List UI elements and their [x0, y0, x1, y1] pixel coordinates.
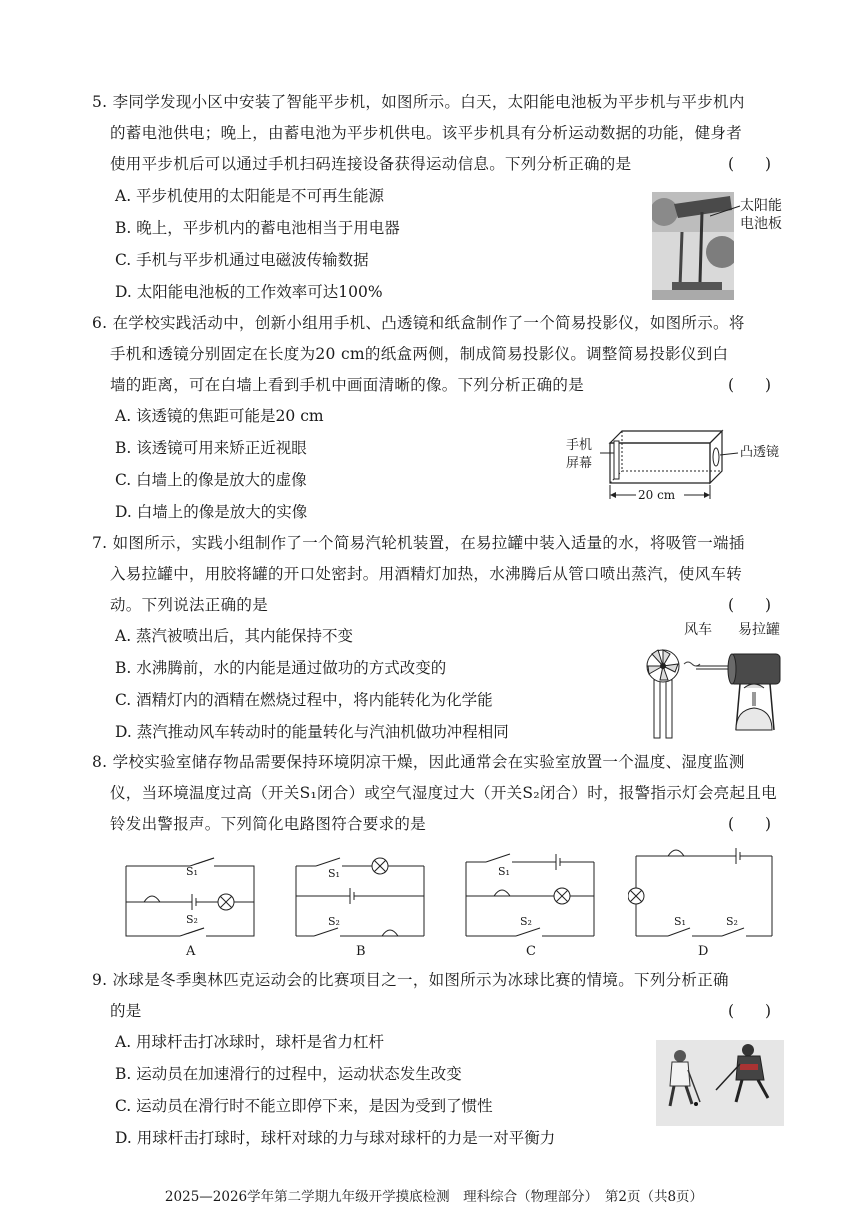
- page-footer: 2025—2026学年第二学期九年级开学摸底检测 理科综合（物理部分） 第2页（共8页）: [164, 1189, 704, 1205]
- q6-answer-paren: ( ): [728, 376, 772, 394]
- q7-answer-paren: ( ): [728, 596, 772, 614]
- q6-option-a: A. 该透镜的焦距可能是20 cm: [115, 407, 324, 425]
- q7-label-windmill: 风车: [684, 622, 712, 638]
- q5-answer-paren: ( ): [728, 155, 772, 173]
- q8-label-c: C: [526, 944, 536, 959]
- q6-line-2: 手机和透镜分别固定在长度为20 cm的纸盒两侧，制成简易投影仪。调整简易投影仪到白: [110, 345, 729, 363]
- q8-line-3: 铃发出警报声。下列简化电路图符合要求的是: [110, 815, 427, 833]
- q6-label-lens: 凸透镜: [740, 445, 780, 460]
- q9-option-a: A. 用球杆击打冰球时，球杆是省力杠杆: [115, 1033, 385, 1051]
- q7-option-a: A. 蒸汽被喷出后，其内能保持不变: [115, 627, 354, 645]
- q6-line-3: 墙的距离，可在白墙上看到手机中画面清晰的像。下列分析正确的是: [110, 376, 585, 394]
- q8-label-d: D: [698, 944, 709, 959]
- q5-line-1: 5. 李同学发现小区中安装了智能平步机，如图所示。白天，太阳能电池板为平步机与平步机内: [92, 93, 745, 111]
- q8-circuit-c: [460, 846, 600, 956]
- q5-label-leader-line: [710, 204, 742, 218]
- q6-option-c: C. 白墙上的像是放大的虚像: [115, 471, 307, 489]
- q7-label-can: 易拉罐: [738, 622, 780, 638]
- q5-label-solar-2: 电池板: [740, 216, 782, 232]
- q9-option-b: B. 运动员在加速滑行的过程中，运动状态发生改变: [115, 1065, 462, 1083]
- q5-option-d: D. 太阳能电池板的工作效率可达100%: [115, 283, 383, 301]
- q9-line-1: 9. 冰球是冬季奥林匹克运动会的比赛项目之一，如图所示为冰球比赛的情境。下列分析正确: [92, 971, 729, 989]
- q5-label-solar-1: 太阳能: [740, 198, 782, 214]
- q9-ice-hockey-photo: [656, 1040, 784, 1126]
- q8-label-a: A: [186, 944, 196, 959]
- q8-line-2: 仪，当环境温度过高（开关S₁闭合）或空气湿度过大（开关S₂闭合）时，报警指示灯会亮起且电: [110, 784, 777, 802]
- q9-option-d: D. 用球杆击打球时，球杆对球的力与球对球杆的力是一对平衡力: [115, 1129, 556, 1147]
- q8-c-s1: S₁: [498, 865, 510, 878]
- q8-circuit-d: [628, 840, 778, 956]
- q6-label-phone-2: 屏幕: [566, 456, 593, 471]
- q7-line-1: 7. 如图所示，实践小组制作了一个简易汽轮机装置，在易拉罐中装入适量的水，将吸管一端插: [92, 534, 745, 552]
- q8-label-b: B: [356, 944, 366, 959]
- q8-d-s2: S₂: [726, 915, 738, 928]
- q5-line-2: 的蓄电池供电；晚上，由蓄电池为平步机供电。该平步机具有分析运动数据的功能，健身者: [110, 124, 743, 142]
- q7-line-2: 入易拉罐中，用胶将罐的开口处密封。用酒精灯加热，水沸腾后从管口喷出蒸汽，使风车转: [110, 565, 743, 583]
- q6-line-1: 6. 在学校实践活动中，创新小组用手机、凸透镜和纸盒制作了一个简易投影仪，如图所示。将: [92, 314, 745, 332]
- q9-option-c: C. 运动员在滑行时不能立即停下来，是因为受到了惯性: [115, 1097, 493, 1115]
- q8-circuit-b: [290, 846, 430, 956]
- q9-answer-paren: ( ): [728, 1002, 772, 1020]
- q8-c-s2: S₂: [520, 915, 532, 928]
- q5-option-c: C. 手机与平步机通过电磁波传输数据: [115, 251, 369, 269]
- q5-option-b: B. 晚上，平步机内的蓄电池相当于用电器: [115, 219, 400, 237]
- q8-a-s1: S₁: [186, 865, 198, 878]
- q8-answer-paren: ( ): [728, 815, 772, 833]
- q8-d-s1: S₁: [674, 915, 686, 928]
- q7-option-d: D. 蒸汽推动风车转动时的能量转化与汽油机做功冲程相同: [115, 723, 509, 741]
- q8-b-s2: S₂: [328, 915, 340, 928]
- q7-line-3: 动。下列说法正确的是: [110, 596, 269, 614]
- q6-option-d: D. 白墙上的像是放大的实像: [115, 503, 308, 521]
- q7-turbine-diagram: [640, 630, 790, 740]
- q9-line-2: 的是: [110, 1002, 142, 1020]
- q6-option-b: B. 该透镜可用来矫正近视眼: [115, 439, 307, 457]
- q6-label-length: 20 cm: [638, 488, 676, 502]
- q7-option-b: B. 水沸腾前，水的内能是通过做功的方式改变的: [115, 659, 447, 677]
- q8-a-s2: S₂: [186, 913, 198, 926]
- q5-option-a: A. 平步机使用的太阳能是不可再生能源: [115, 187, 385, 205]
- q8-line-1: 8. 学校实验室储存物品需要保持环境阴凉干燥，因此通常会在实验室放置一个温度、湿度监测: [92, 753, 745, 771]
- q5-line-3: 使用平步机后可以通过手机扫码连接设备获得运动信息。下列分析正确的是: [110, 155, 632, 173]
- q8-b-s1: S₁: [328, 867, 340, 880]
- q7-option-c: C. 酒精灯内的酒精在燃烧过程中，将内能转化为化学能: [115, 691, 493, 709]
- q6-label-phone-1: 手机: [566, 438, 593, 453]
